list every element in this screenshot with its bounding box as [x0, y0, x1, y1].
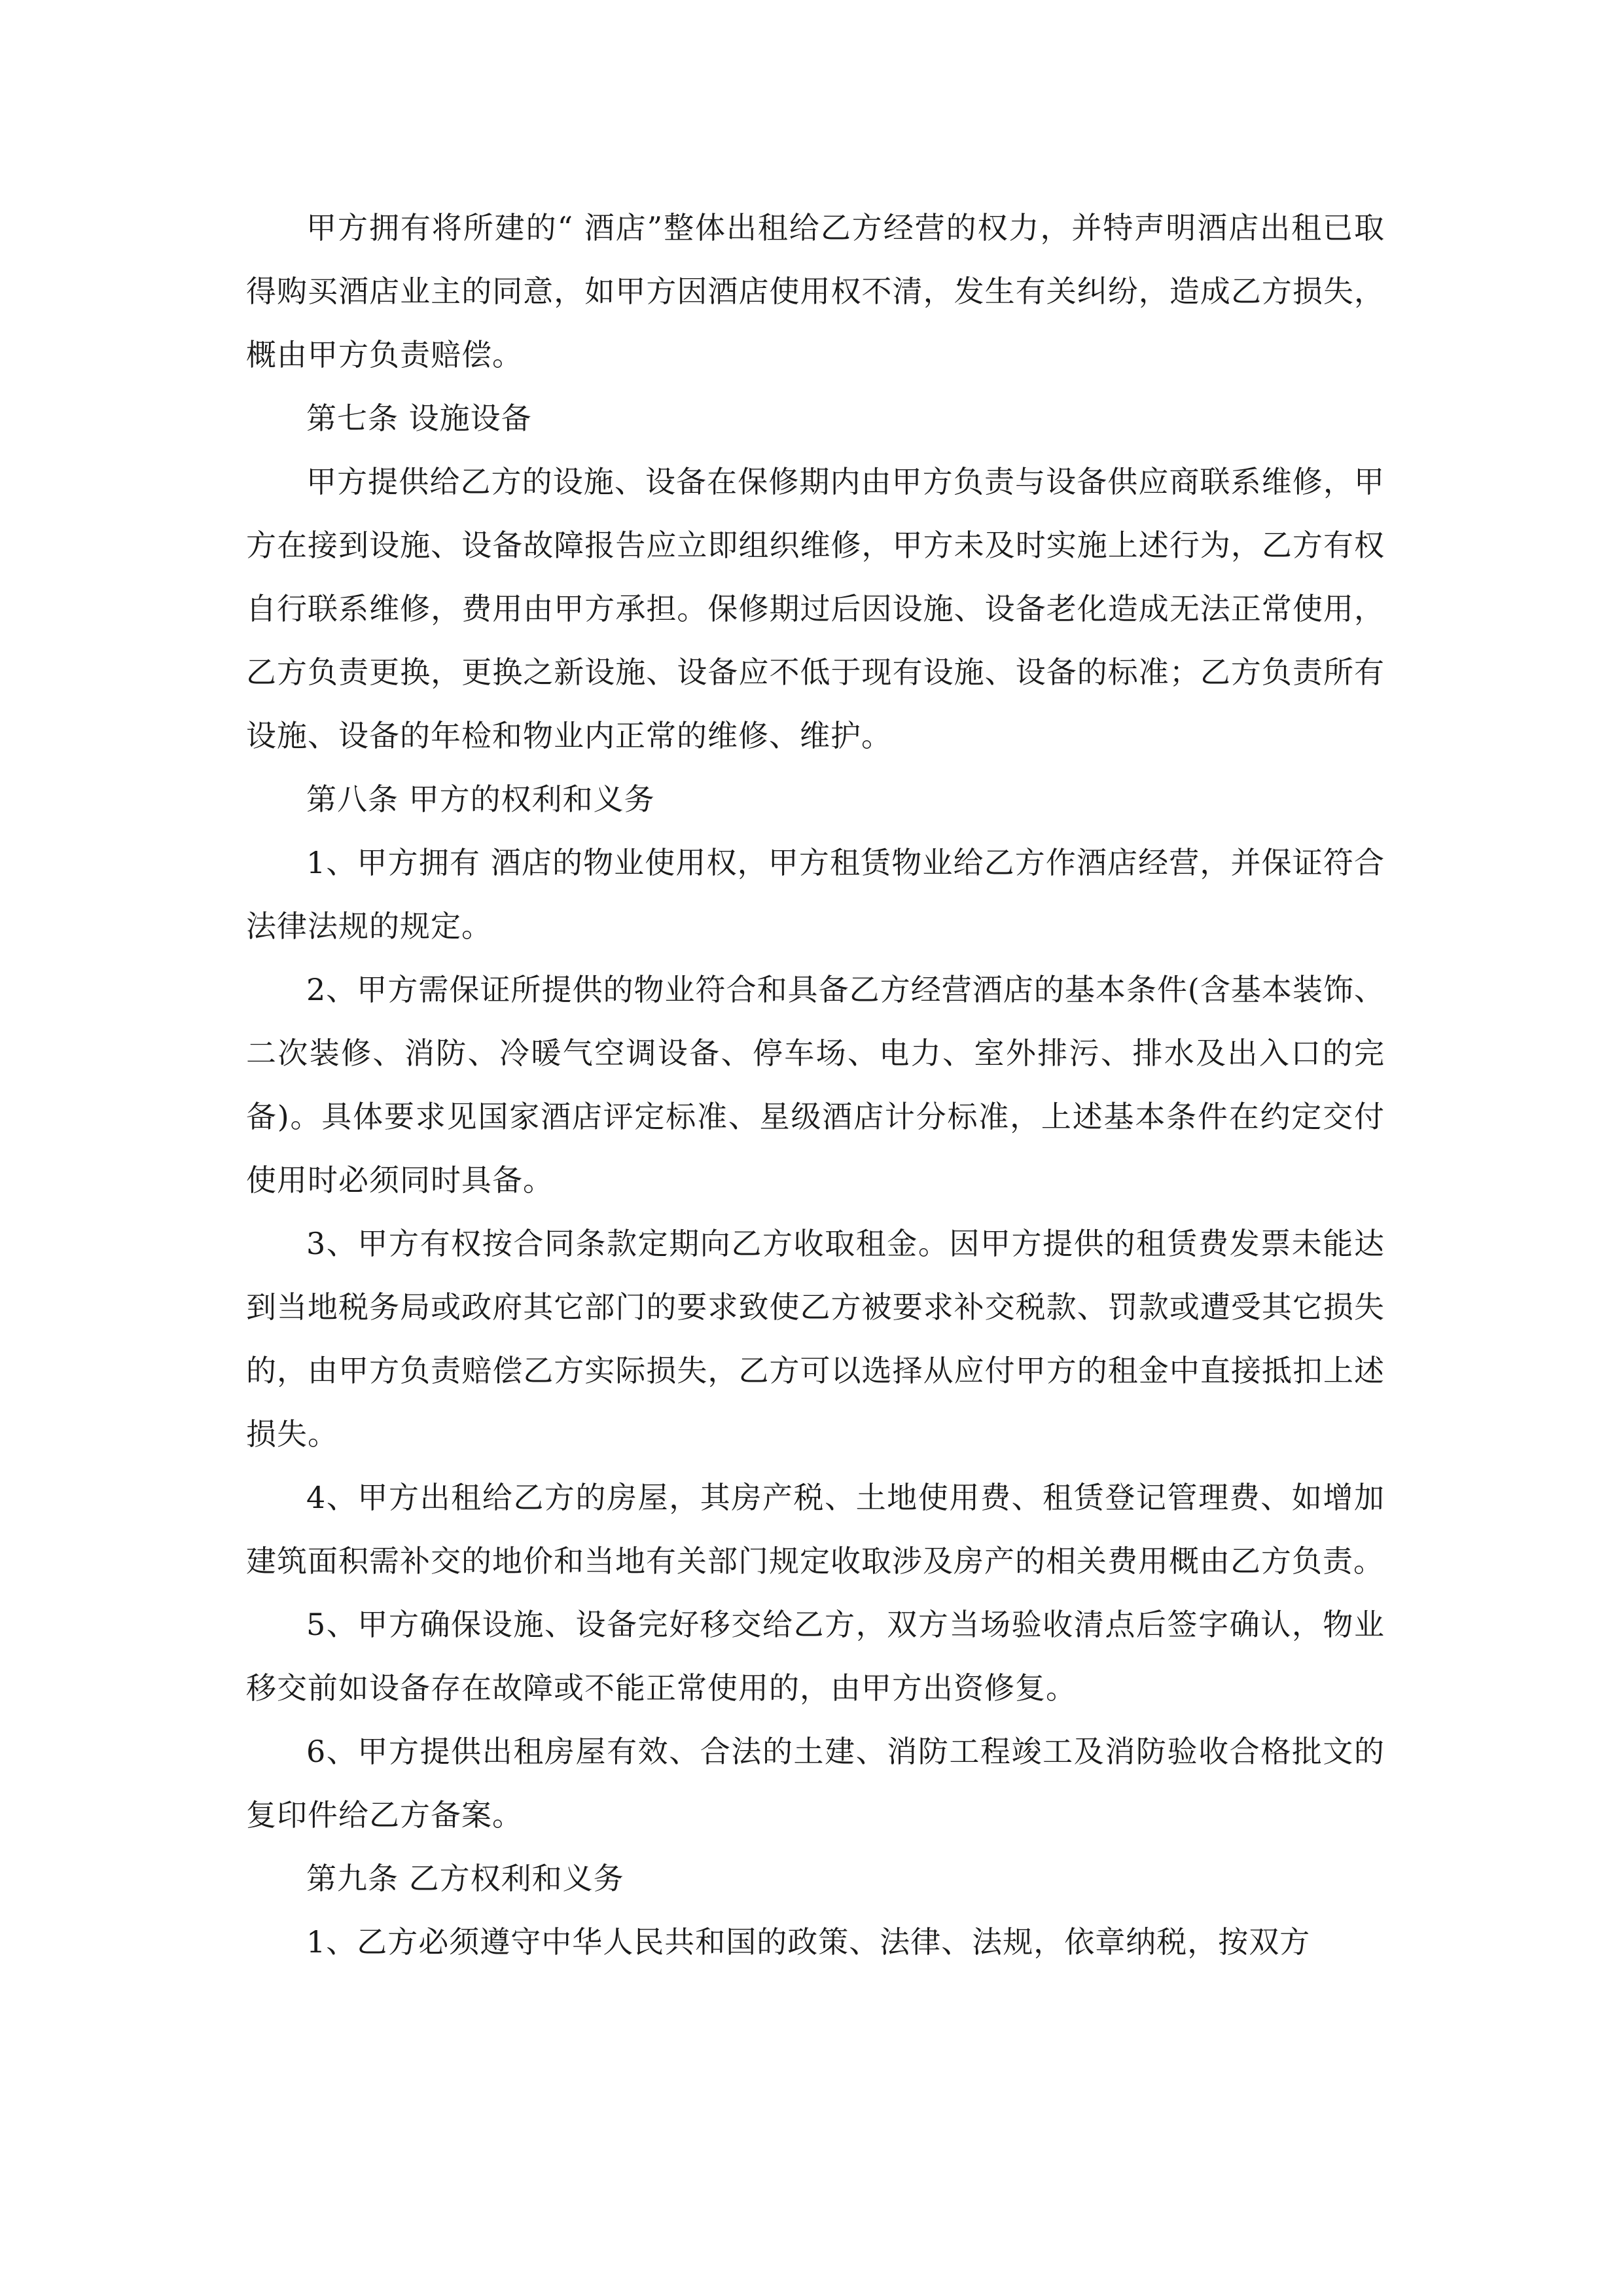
paragraph-party-b-item-1: 1、乙方必须遵守中华人民共和国的政策、法律、法规，依章纳税，按双方	[306, 1924, 1311, 1960]
paragraph-facilities: 甲方提供给乙方的设施、设备在保修期内由甲方负责与设备供应商联系维修，甲方在接到设施、设备故障报告应立即组织维修，甲方未及时实施上述行为，乙方有权自行联系维修，费用由甲方承担。保修期过后因设施、设备老化造成无法正常使用，乙方负责更换，更换之新设施、设备应不低于现有设施、设备的标准；乙方负责所有设施、设备的年检和物业内正常的维修、维护。	[246, 464, 1385, 753]
paragraph-rental-rights: 甲方拥有将所建的“ 酒店”整体出租给乙方经营的权力，并特声明酒店出租已取得购买酒店业主的同意，如甲方因酒店使用权不清，发生有关纠纷，造成乙方损失，概由甲方负责赔偿。	[246, 210, 1385, 372]
article-9-heading: 第九条 乙方权利和义务	[306, 1861, 624, 1896]
paragraph-party-a-item-2: 2、甲方需保证所提供的物业符合和具备乙方经营酒店的基本条件(含基本装饰、二次装修、消防、冷暖气空调设备、停车场、电力、室外排污、排水及出入口的完备)。具体要求见国家酒店评定标准、星级酒店计分标准，上述基本条件在约定交付使用时必须同时具备。	[246, 972, 1385, 1198]
paragraph-party-a-item-3: 3、甲方有权按合同条款定期向乙方收取租金。因甲方提供的租赁费发票未能达到当地税务局或政府其它部门的要求致使乙方被要求补交税款、罚款或遭受其它损失的，由甲方负责赔偿乙方实际损失，乙方可以选择从应付甲方的租金中直接抵扣上述损失。	[246, 1226, 1385, 1452]
article-8-heading: 第八条 甲方的权利和义务	[306, 781, 655, 817]
article-7-heading: 第七条 设施设备	[306, 401, 532, 436]
paragraph-party-a-item-4: 4、甲方出租给乙方的房屋，其房产税、土地使用费、租赁登记管理费、如增加建筑面积需补交的地价和当地有关部门规定收取涉及房产的相关费用概由乙方负责。	[246, 1480, 1385, 1579]
document-page	[246, 196, 1385, 1974]
paragraph-party-a-item-6: 6、甲方提供出租房屋有效、合法的土建、消防工程竣工及消防验收合格批文的复印件给乙方备案。	[246, 1734, 1385, 1833]
paragraph-party-a-item-1: 1、甲方拥有 酒店的物业使用权，甲方租赁物业给乙方作酒店经营，并保证符合法律法规的规定。	[246, 845, 1385, 944]
paragraph-party-a-item-5: 5、甲方确保设施、设备完好移交给乙方，双方当场验收清点后签字确认，物业移交前如设备存在故障或不能正常使用的，由甲方出资修复。	[246, 1607, 1385, 1706]
